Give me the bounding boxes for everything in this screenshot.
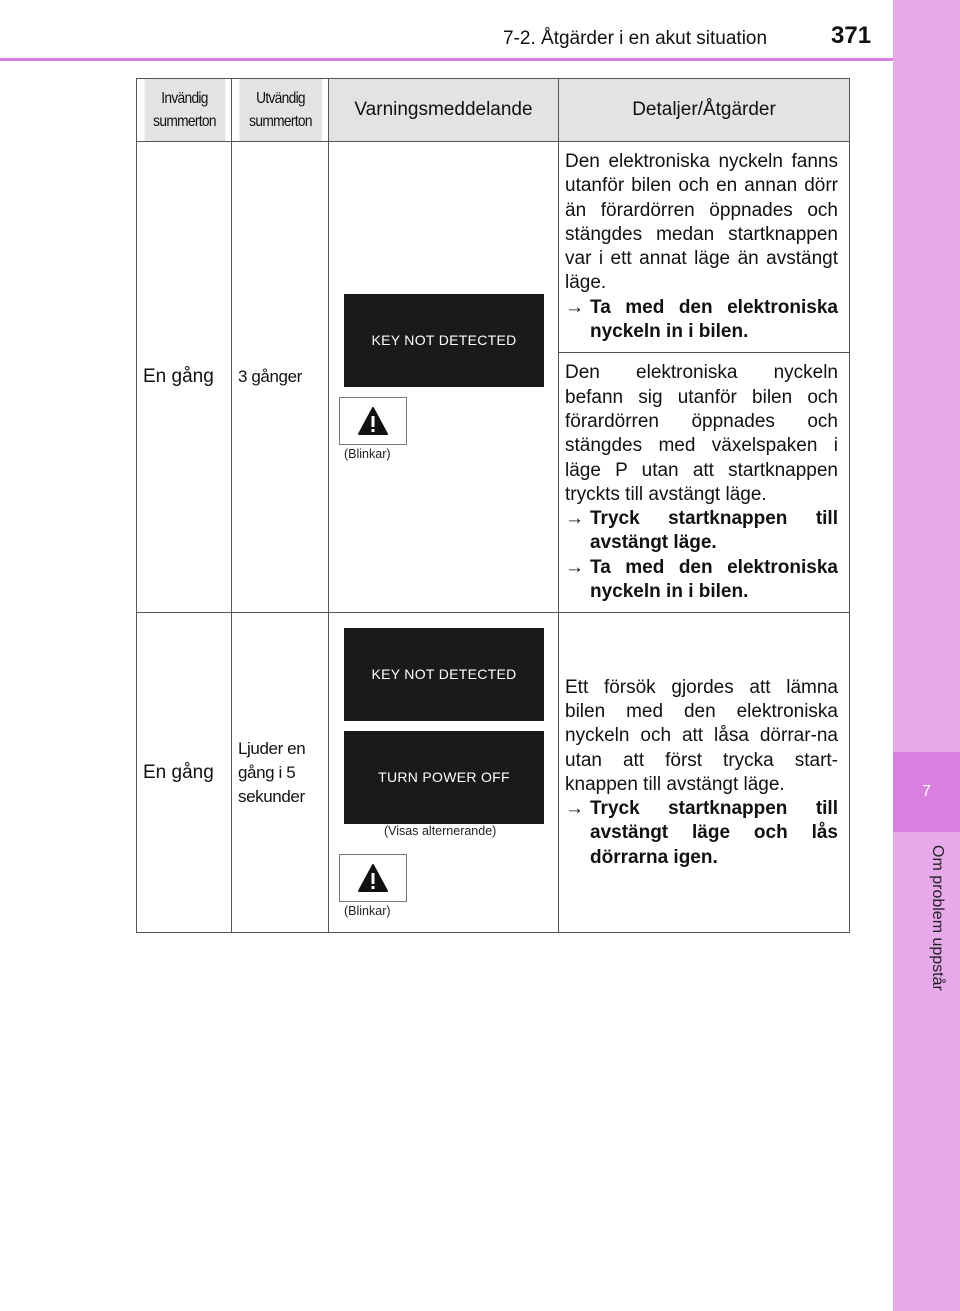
arrow-icon: →	[565, 798, 584, 820]
action-text: Tryck startknappen till avstängt läge och lås dörrarna igen.	[590, 798, 838, 868]
details-cell	[559, 613, 850, 933]
details-cell	[559, 353, 850, 613]
arrow-icon: →	[565, 508, 584, 530]
chapter-title: Om problem uppstår	[929, 845, 946, 991]
col-header-details: Detaljer/Åtgärder	[559, 79, 850, 142]
action-item	[565, 556, 838, 605]
action-item	[565, 296, 838, 345]
display-screen-key-not-detected: KEY NOT DETECTED	[344, 294, 544, 387]
external-buzzer-cell: 3 gånger	[232, 142, 329, 613]
table-header-row	[137, 79, 850, 142]
chapter-tab[interactable]: 7	[893, 752, 960, 832]
chapter-sidebar	[893, 0, 960, 1311]
action-text: Ta med den elektroniska nyckeln in i bilen.	[590, 296, 838, 343]
col-header-external: Utvändig summerton	[238, 79, 321, 142]
action-text: Ta med den elektroniska nyckeln in i bilen.	[590, 556, 838, 603]
warning-triangle-icon	[339, 854, 407, 902]
display-screen-key-not-detected: KEY NOT DETECTED	[344, 628, 544, 721]
detail-text: Den elektroniska nyckeln fanns utanför bilen och en annan dörr än förardörren öppnades och stängdes medan startknappen var i ett annat läge än avstängt läge.	[565, 151, 838, 294]
internal-buzzer-cell: En gång	[137, 142, 232, 613]
table-row	[137, 142, 850, 353]
warning-table	[136, 78, 850, 933]
message-cell	[329, 613, 559, 933]
table-row	[137, 613, 850, 933]
arrow-icon: →	[565, 296, 584, 318]
display-panel	[344, 294, 574, 461]
external-buzzer-cell: Ljuder en gång i 5 sekunder	[232, 613, 329, 933]
arrow-icon: →	[565, 556, 584, 578]
details-cell	[559, 142, 850, 353]
action-item	[565, 797, 838, 870]
action-text: Tryck startknappen till avstängt läge.	[590, 508, 838, 554]
header-divider	[0, 58, 893, 61]
warning-triangle-icon	[339, 397, 407, 445]
page-number: 371	[831, 22, 872, 49]
display-screen-turn-power-off: TURN POWER OFF	[344, 731, 544, 824]
action-item	[565, 507, 838, 556]
detail-text: Den elektroniska nyckeln befann sig utanför bilen och förardörren öppnades och stängdes med växelspaken i läge P utan att startknappen tryckts till avstängt läge.	[565, 362, 838, 505]
blink-caption: (Blinkar)	[344, 903, 391, 918]
section-title: 7-2. Åtgärder i en akut situation	[503, 28, 768, 49]
blink-caption: (Blinkar)	[344, 446, 391, 461]
detail-text: Ett försök gjordes att lämna bilen med den elektroniska nyckeln och att låsa dörrar-na utan att först trycka start-knappen till avstängt läge.	[565, 676, 838, 795]
col-header-internal: Invändig summerton	[143, 79, 225, 142]
alternate-caption: (Visas alternerande)	[384, 823, 497, 838]
message-cell	[329, 142, 559, 613]
display-panel	[344, 628, 574, 918]
internal-buzzer-cell: En gång	[137, 613, 232, 933]
col-header-message: Varningsmeddelande	[329, 79, 559, 142]
